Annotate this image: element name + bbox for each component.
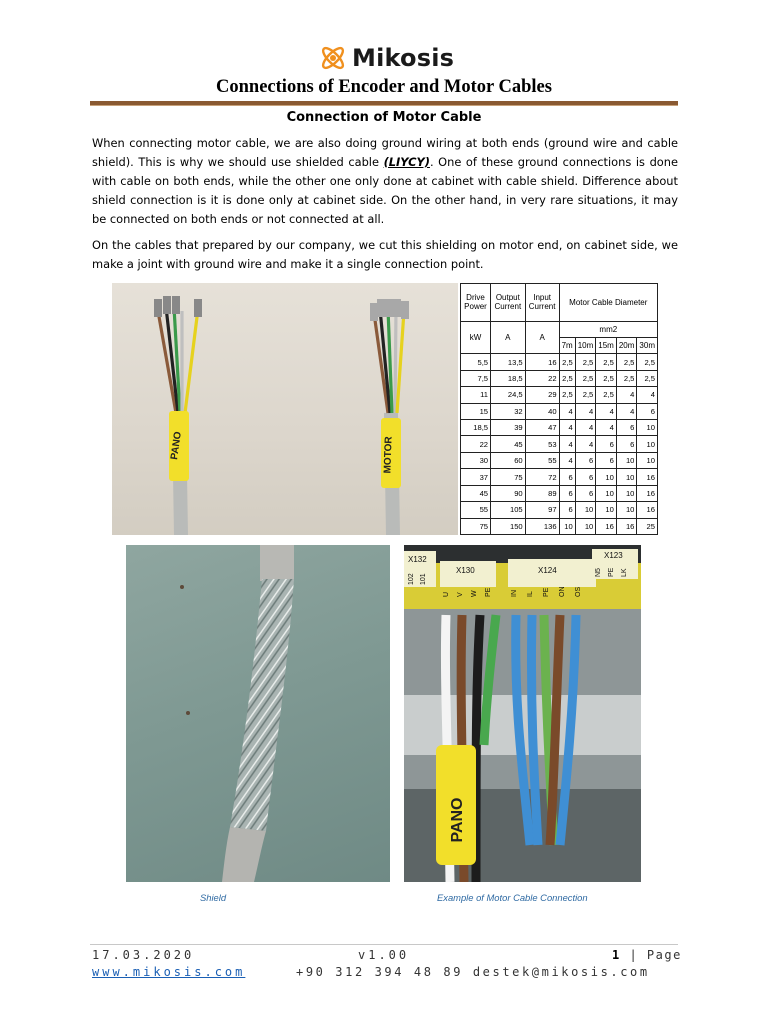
table-row [461, 469, 658, 485]
table-cell: 16 [637, 502, 658, 518]
table-cell: 10 [596, 469, 617, 485]
table-cell: 105 [491, 502, 526, 518]
footer-contact: +90 312 394 48 89 destek@mikosis.com [296, 965, 650, 979]
table-row [461, 436, 658, 452]
shield-photo [126, 545, 390, 882]
table-cell: 6 [559, 485, 575, 501]
table-cell: 75 [461, 518, 491, 534]
table-cell: 2,5 [616, 370, 637, 386]
table-cell: 4 [616, 387, 637, 403]
cable-type: (LIYCY) [383, 155, 430, 169]
terminal-pin-label: ON [559, 586, 566, 597]
table-cell: 16 [637, 469, 658, 485]
table-cell: 6 [575, 452, 596, 468]
table-row [461, 485, 658, 501]
unit-a-input: A [525, 321, 559, 354]
terminal-x130: X130 [456, 566, 475, 575]
terminal-x132: X132 [408, 555, 427, 564]
atom-icon [318, 43, 348, 73]
length-header: 7m [559, 337, 575, 353]
table-cell: 10 [637, 436, 658, 452]
table-cell: 4 [559, 403, 575, 419]
table-row [461, 370, 658, 386]
table-cell: 10 [559, 518, 575, 534]
table-cell: 55 [461, 502, 491, 518]
table-cell: 10 [637, 452, 658, 468]
table-cell: 6 [596, 436, 617, 452]
table-cell: 10 [616, 452, 637, 468]
table-row [461, 354, 658, 370]
table-cell: 4 [637, 387, 658, 403]
motor-connection-photo [404, 545, 641, 882]
table-cell: 30 [461, 452, 491, 468]
table-row [461, 518, 658, 534]
table-cell: 4 [559, 436, 575, 452]
table-cell: 45 [461, 485, 491, 501]
terminal-illustration [404, 545, 641, 882]
table-cell: 13,5 [491, 354, 526, 370]
table-cell: 72 [525, 469, 559, 485]
table-row [461, 387, 658, 403]
table-cell: 75 [491, 469, 526, 485]
table-cell: 4 [575, 436, 596, 452]
table-cell: 97 [525, 502, 559, 518]
table-cell: 37 [461, 469, 491, 485]
table-cell: 2,5 [575, 387, 596, 403]
table-cell: 47 [525, 420, 559, 436]
table-cell: 10 [616, 502, 637, 518]
pano-sleeve-label: PANO [169, 430, 184, 461]
table-cell: 22 [525, 370, 559, 386]
table-cell: 2,5 [559, 387, 575, 403]
table-cell: 10 [616, 469, 637, 485]
table-cell: 2,5 [616, 354, 637, 370]
table-cell: 7,5 [461, 370, 491, 386]
length-header: 10m [575, 337, 596, 353]
paragraph-company-cables: On the cables that prepared by our company, we cut this shielding on motor end, on cabinet side, we make a joint with ground wire and make it a single connection point. [92, 238, 678, 271]
terminal-pin-label: IL [527, 591, 534, 597]
table-cell: 2,5 [596, 354, 617, 370]
pano-sleeve-label-2: PANO [449, 797, 466, 843]
table-cell: 40 [525, 403, 559, 419]
table-cell: 136 [525, 518, 559, 534]
motor-sleeve-label: MOTOR [382, 436, 395, 474]
motor-cable-spec-table [460, 283, 658, 535]
table-cell: 22 [461, 436, 491, 452]
header-drive-power: Drive Power [461, 284, 491, 322]
table-row [461, 452, 658, 468]
table-cell: 4 [596, 420, 617, 436]
terminal-pin-label: W [471, 590, 478, 597]
table-cell: 6 [575, 485, 596, 501]
terminal-x123: X123 [604, 551, 623, 560]
website-link[interactable]: www.mikosis.com [92, 965, 246, 979]
table-cell: 150 [491, 518, 526, 534]
table-cell: 24,5 [491, 387, 526, 403]
length-header: 30m [637, 337, 658, 353]
table-cell: 10 [575, 502, 596, 518]
terminal-pin-label: PE [543, 587, 550, 597]
unit-kw: kW [461, 321, 491, 354]
table-cell: 16 [616, 518, 637, 534]
unit-mm2: mm2 [559, 321, 657, 337]
terminal-pin-label: U [443, 591, 450, 597]
footer-version: v1.00 [358, 948, 410, 962]
table-cell: 55 [525, 452, 559, 468]
paragraph-intro: When connecting motor cable, we are also doing ground wiring at both ends (ground wire and cable shield). This is why we should use shielded cable (LIYCY). One of these ground connections is done with cable on both ends, while the other one only done at cabinet with cable shield. Difference about shield connection is it is done only at cabinet side. On the other hand, in very rare situations, it may be connected on both ends or not connected at all. [92, 136, 679, 226]
table-cell: 4 [575, 403, 596, 419]
table-cell: 4 [559, 420, 575, 436]
table-cell: 10 [575, 518, 596, 534]
caption-shield: Shield [200, 892, 227, 903]
table-cell: 16 [637, 485, 658, 501]
terminal-pin-label: IN [511, 590, 518, 597]
table-cell: 39 [491, 420, 526, 436]
table-cell: 32 [491, 403, 526, 419]
table-cell: 16 [596, 518, 617, 534]
terminal-pin-label: 101 [420, 573, 427, 585]
table-cell: 2,5 [637, 370, 658, 386]
table-cell: 90 [491, 485, 526, 501]
table-cell: 45 [491, 436, 526, 452]
table-cell: 4 [575, 420, 596, 436]
header-motor-cable-diameter: Motor Cable Diameter [559, 284, 657, 322]
table-cell: 4 [559, 452, 575, 468]
table-cell: 60 [491, 452, 526, 468]
table-cell: 25 [637, 518, 658, 534]
length-header: 15m [596, 337, 617, 353]
caption-motor-connection: Example of Motor Cable Connection [437, 892, 588, 903]
table-cell: 15 [461, 403, 491, 419]
table-row [461, 403, 658, 419]
table-cell: 2,5 [637, 354, 658, 370]
table-cell: 16 [525, 354, 559, 370]
table-cell: 53 [525, 436, 559, 452]
footer-page [612, 948, 682, 962]
table-cell: 2,5 [559, 370, 575, 386]
page-number: 1 [612, 948, 621, 962]
terminal-x124: X124 [538, 566, 557, 575]
table-cell: 10 [616, 485, 637, 501]
header-output-current: Output Current [491, 284, 526, 322]
footer-date: 17.03.2020 [92, 948, 195, 962]
table-cell: 6 [616, 436, 637, 452]
document-title: Connections of Encoder and Motor Cables [216, 77, 552, 97]
table-cell: 89 [525, 485, 559, 501]
terminal-pin-label: OS [575, 586, 582, 597]
table-cell: 2,5 [596, 387, 617, 403]
table-cell: 18,5 [491, 370, 526, 386]
unit-a-output: A [491, 321, 526, 354]
table-cell: 6 [596, 452, 617, 468]
table-cell: 4 [616, 403, 637, 419]
table-cell: 10 [596, 502, 617, 518]
cable-ends-photo [112, 283, 458, 535]
table-cell: 11 [461, 387, 491, 403]
terminal-pin-label: PE [485, 587, 492, 597]
table-cell: 4 [596, 403, 617, 419]
table-cell: 29 [525, 387, 559, 403]
terminal-pin-label: 102 [408, 573, 415, 585]
table-cell: 2,5 [596, 370, 617, 386]
table-cell: 6 [616, 420, 637, 436]
table-row [461, 420, 658, 436]
shield-illustration [126, 545, 390, 882]
terminal-pin-label: N5 [595, 568, 602, 577]
brand-logo [318, 42, 454, 74]
table-cell: 6 [559, 469, 575, 485]
table-cell: 10 [637, 420, 658, 436]
table-cell: 2,5 [575, 370, 596, 386]
terminal-pin-label: LK [621, 568, 628, 577]
table-cell: 18,5 [461, 420, 491, 436]
header-input-current: Input Current [525, 284, 559, 322]
table-cell: 2,5 [559, 354, 575, 370]
title-divider-shadow [90, 105, 678, 106]
table-row [461, 502, 658, 518]
footer-divider [90, 944, 678, 945]
length-header: 20m [616, 337, 637, 353]
table-cell: 5,5 [461, 354, 491, 370]
table-cell: 6 [575, 469, 596, 485]
cable-ends-illustration [112, 283, 458, 535]
page-label: | Page [629, 948, 682, 962]
table-cell: 6 [637, 403, 658, 419]
table-cell: 10 [596, 485, 617, 501]
section-title: Connection of Motor Cable [286, 110, 482, 125]
terminal-pin-label: V [457, 592, 464, 597]
table-cell: 6 [559, 502, 575, 518]
brand-name: Mikosis [352, 44, 455, 72]
table-cell: 2,5 [575, 354, 596, 370]
terminal-pin-label: PE [608, 567, 615, 577]
